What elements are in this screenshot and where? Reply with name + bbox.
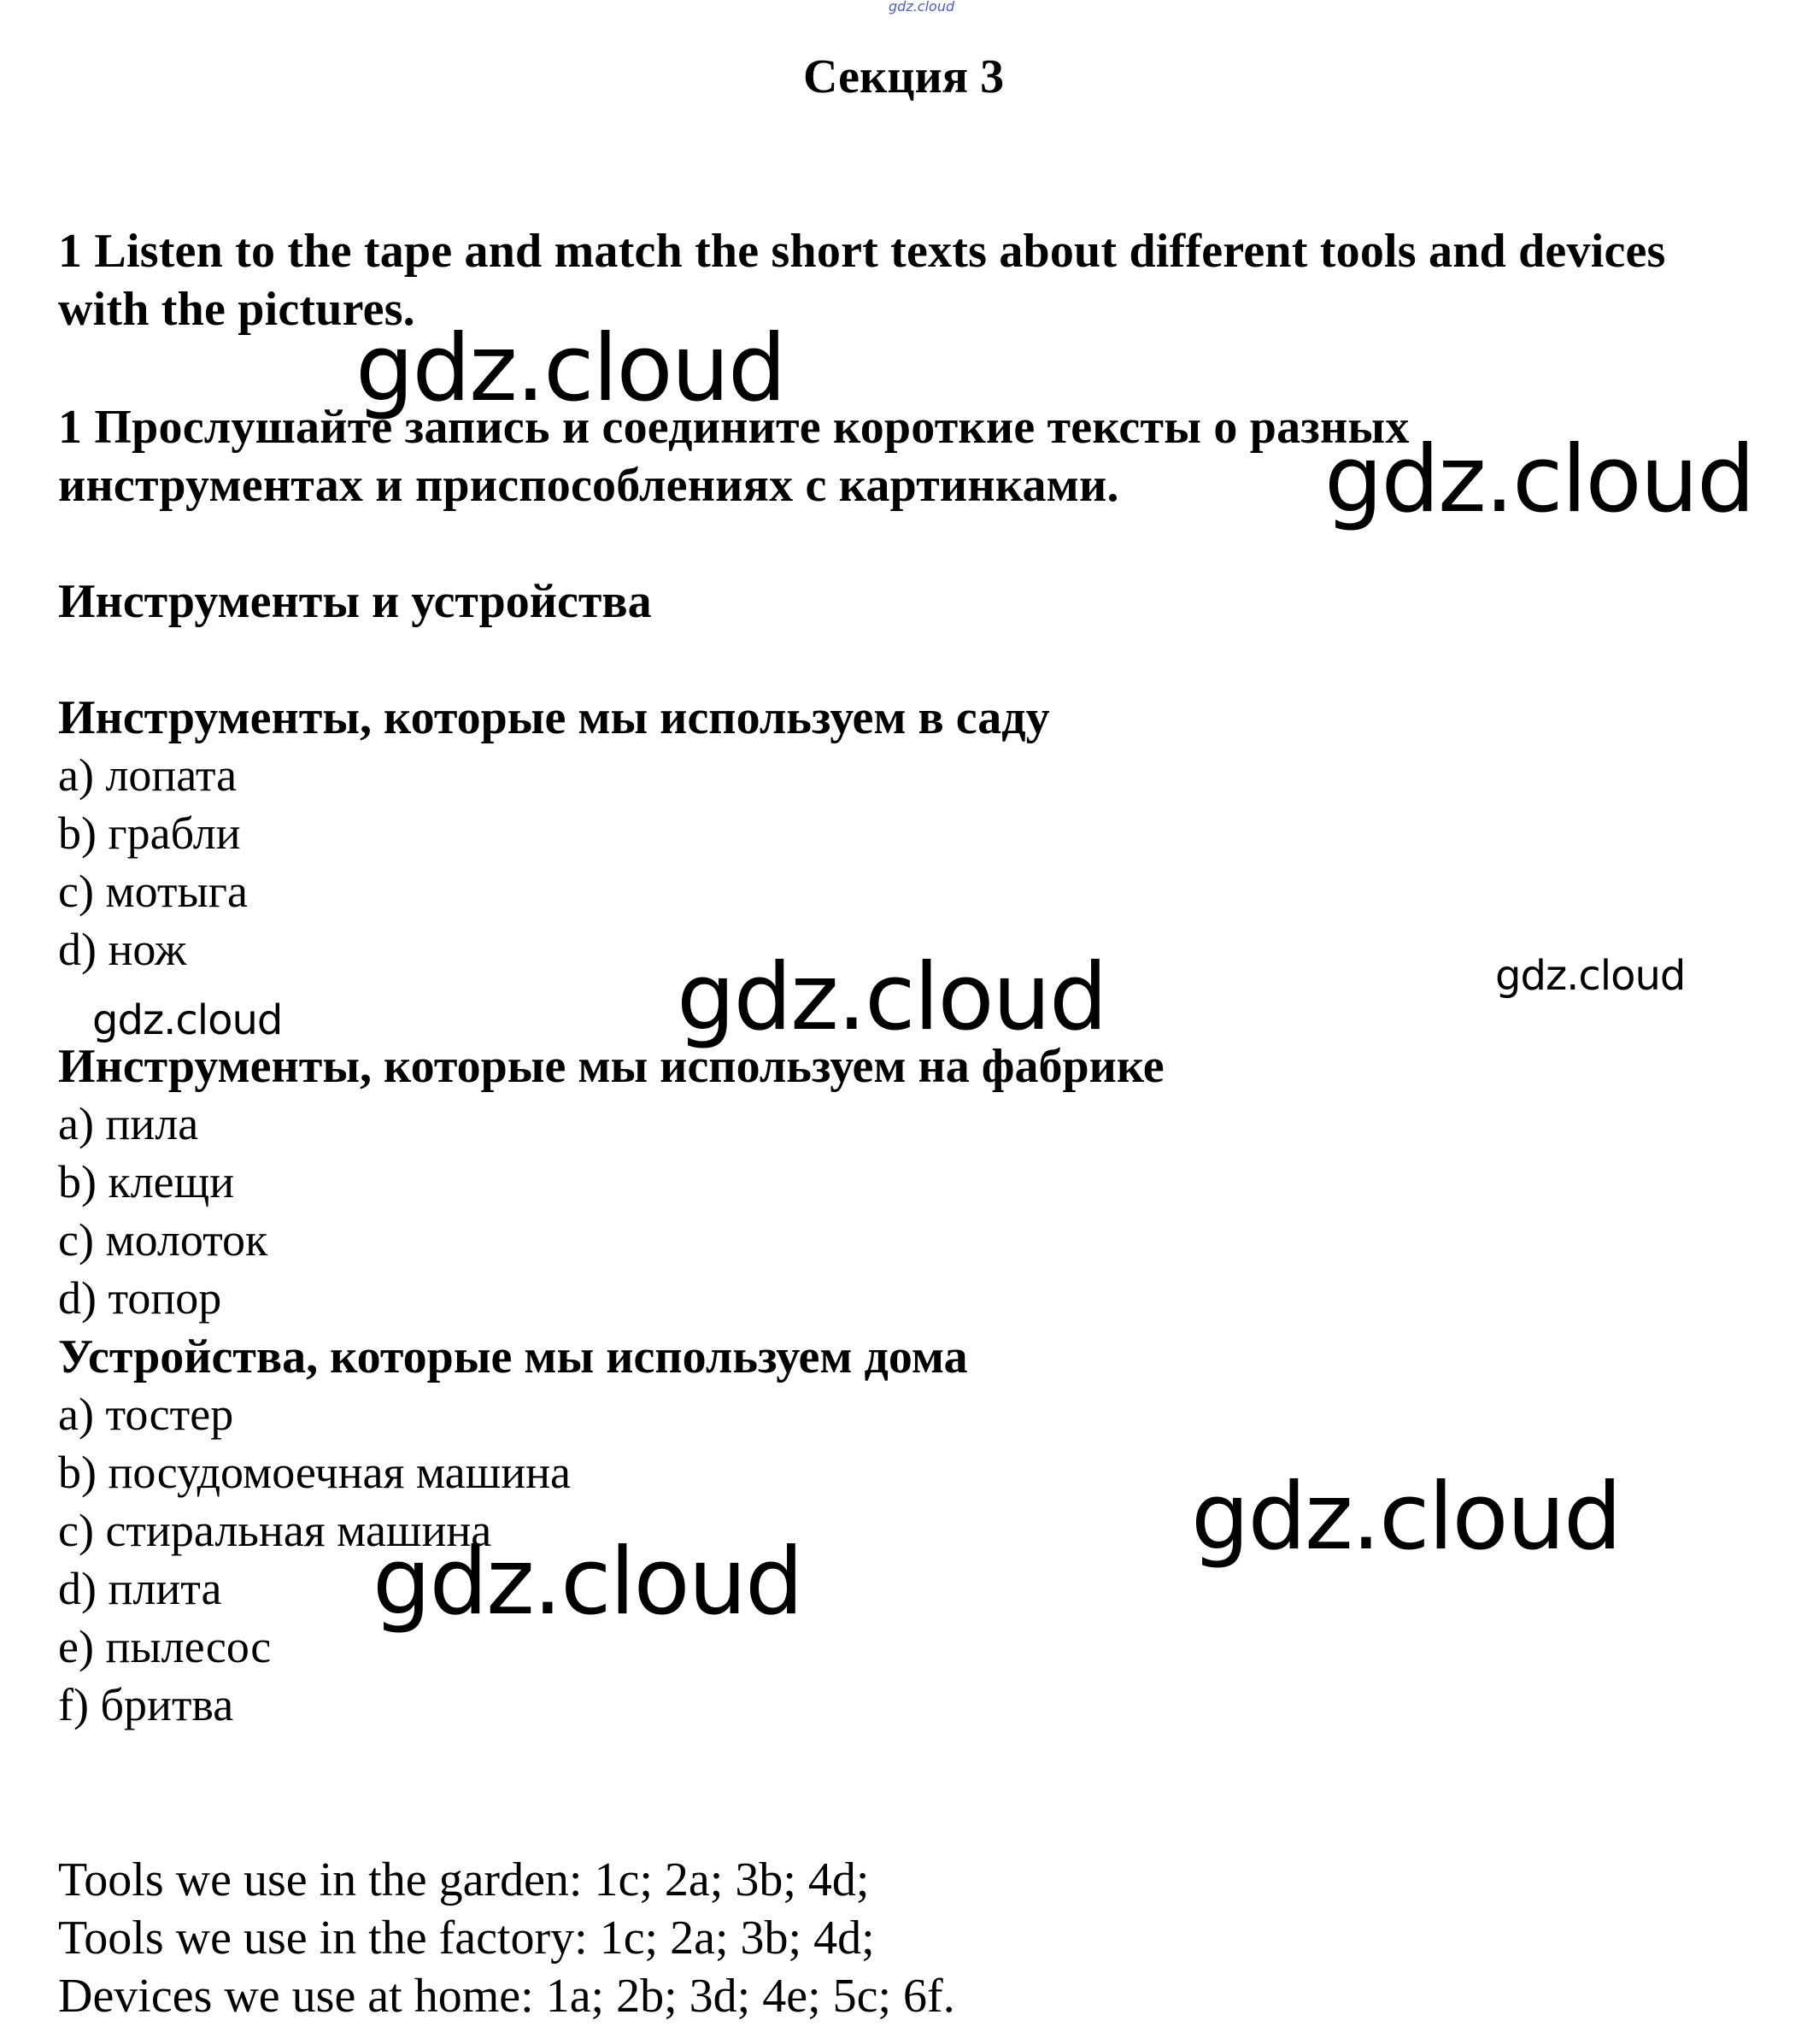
list-item: c) молоток [58, 1214, 268, 1266]
watermark: gdz.cloud [373, 1529, 802, 1636]
list-item: a) тостер [58, 1389, 234, 1440]
list-item: e) пылесос [58, 1621, 272, 1672]
answer-line-home: Devices we use at home: 1a; 2b; 3d; 4e; 5c; 6f. [58, 1970, 955, 2023]
list-item: a) лопата [58, 749, 238, 801]
top-watermark: gdz.cloud [889, 0, 955, 15]
list-item: a) пила [58, 1098, 199, 1149]
answer-line-factory: Tools we use in the factory: 1c; 2a; 3b; 4d; [58, 1912, 875, 1965]
section-heading-garden: Инструменты, которые мы используем в саду [58, 691, 1050, 744]
list-item: b) посудомоечная машина [58, 1447, 571, 1498]
task-ru-line-1: 1 Прослушайте запись и соедините короткие тексты о разных [58, 401, 1410, 454]
task-en-line-1: 1 Listen to the tape and match the short texts about different tools and devices [58, 225, 1666, 278]
page-title: Секция 3 [803, 50, 1005, 103]
section-heading-factory: Инструменты, которые мы используем на фабрике [58, 1040, 1165, 1093]
main-heading: Инструменты и устройства [58, 575, 652, 628]
list-item: d) топор [58, 1272, 222, 1324]
watermark: gdz.cloud [92, 996, 283, 1044]
watermark: gdz.cloud [1495, 952, 1686, 1000]
answer-line-garden: Tools we use in the garden: 1c; 2a; 3b; 4d; [58, 1853, 870, 1906]
task-en-line-2: with the pictures. [58, 283, 415, 336]
watermark: gdz.cloud [355, 315, 785, 422]
list-item: b) клещи [58, 1156, 235, 1207]
list-item: d) нож [58, 924, 187, 975]
list-item: c) мотыга [58, 866, 248, 917]
list-item: d) плита [58, 1563, 222, 1614]
list-item: c) стиральная машина [58, 1505, 492, 1556]
task-ru-line-2: инструментах и приспособлениях с картинками. [58, 459, 1119, 512]
watermark: gdz.cloud [1191, 1464, 1621, 1571]
list-item: b) грабли [58, 808, 241, 859]
section-heading-home: Устройства, которые мы используем дома [58, 1330, 968, 1383]
list-item: f) бритва [58, 1679, 234, 1730]
watermark: gdz.cloud [677, 944, 1106, 1051]
watermark: gdz.cloud [1324, 426, 1754, 533]
